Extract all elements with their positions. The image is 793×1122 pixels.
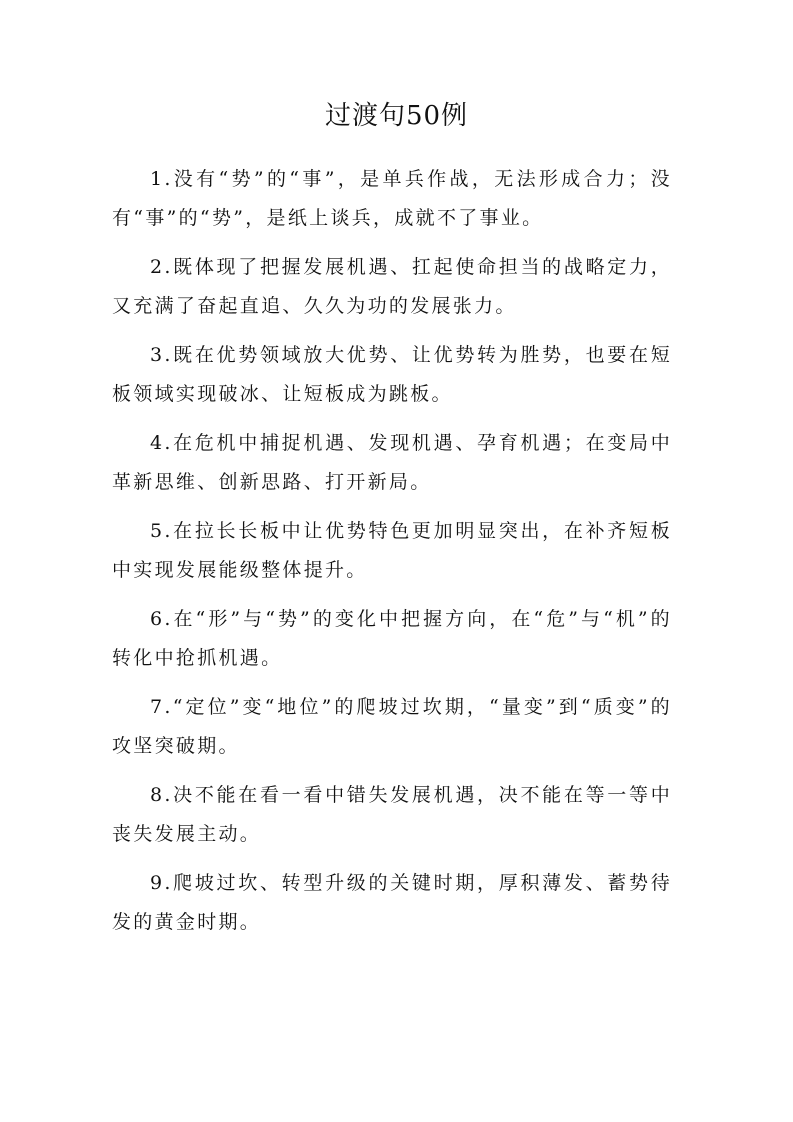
list-item: 7.“定位”变“地位”的爬坡过坎期，“量变”到“质变”的攻坚突破期。 <box>112 696 672 757</box>
list-item: 1.没有“势”的“事”，是单兵作战，无法形成合力；没有“事”的“势”，是纸上谈兵，成就不了事业。 <box>112 168 672 229</box>
list-item: 8.决不能在看一看中错失发展机遇，决不能在等一等中丧失发展主动。 <box>112 784 672 845</box>
list-item: 2.既体现了把握发展机遇、扛起使命担当的战略定力，又充满了奋起直追、久久为功的发展张力。 <box>112 256 672 317</box>
list-item: 4.在危机中捕捉机遇、发现机遇、孕育机遇；在变局中革新思维、创新思路、打开新局。 <box>112 432 672 493</box>
list-item: 5.在拉长长板中让优势特色更加明显突出，在补齐短板中实现发展能级整体提升。 <box>112 520 672 581</box>
document-title: 过渡句50例 <box>324 101 469 131</box>
list-item: 6.在“形”与“势”的变化中把握方向，在“危”与“机”的转化中抢抓机遇。 <box>112 608 672 669</box>
document-body <box>112 160 672 952</box>
list-item: 9.爬坡过坎、转型升级的关键时期，厚积薄发、蓄势待发的黄金时期。 <box>112 872 672 933</box>
list-item: 3.既在优势领域放大优势、让优势转为胜势，也要在短板领域实现破冰、让短板成为跳板。 <box>112 344 672 405</box>
